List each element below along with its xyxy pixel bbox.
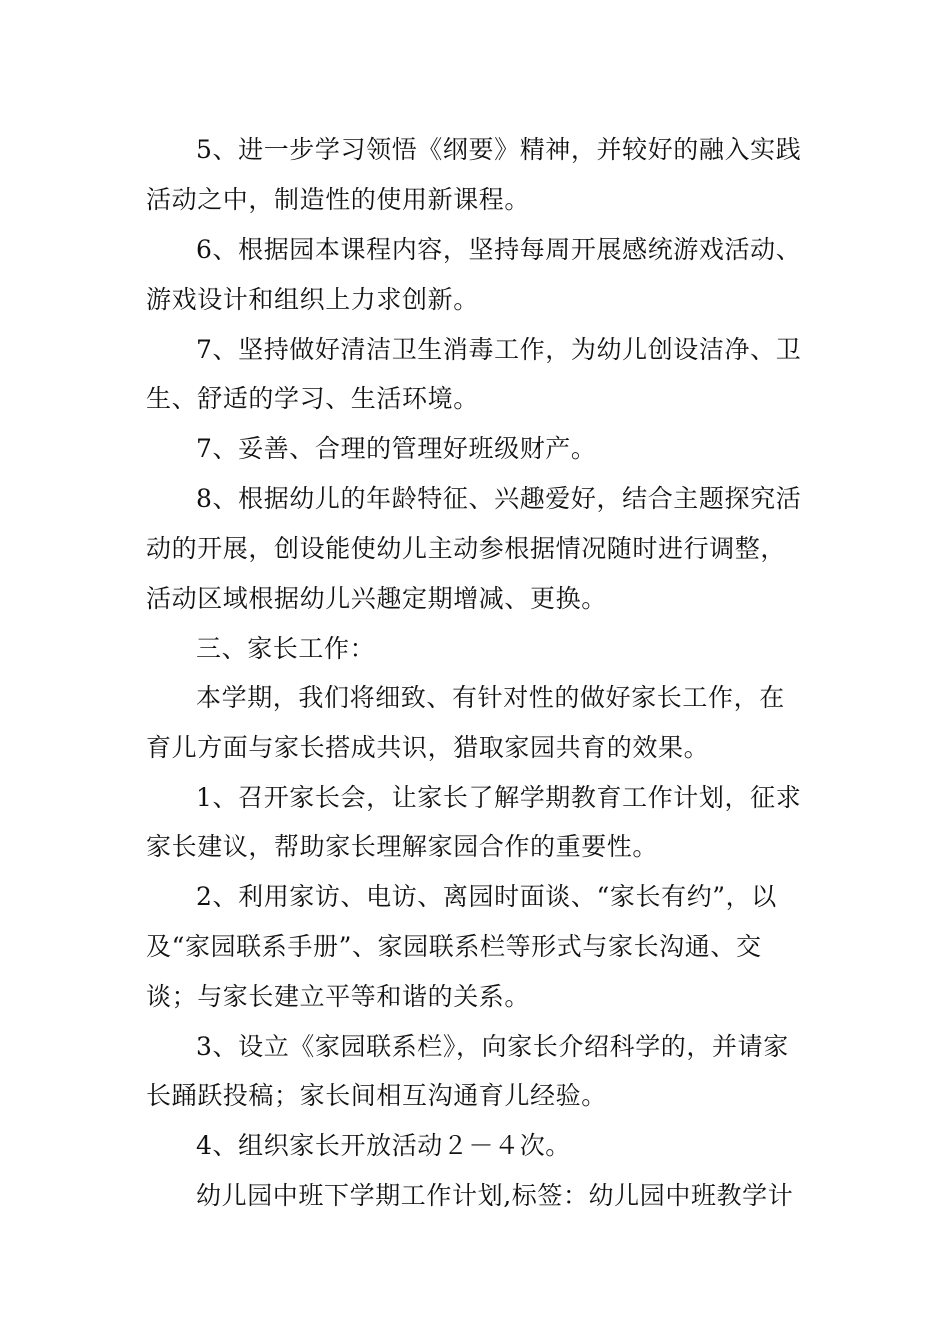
text-line: 7、妥善、合理的管理好班级财产。 — [196, 434, 597, 463]
section-heading: 三、家长工作： — [196, 634, 376, 663]
text-line: 育儿方面与家长搭成共识，猎取家园共育的效果。 — [146, 733, 710, 762]
text-line: 生、舒适的学习、生活环境。 — [146, 384, 479, 413]
text-line: 活动区域根据幼儿兴趣定期增减、更换。 — [146, 584, 607, 613]
text-line: 8、根据幼儿的年龄特征、兴趣爱好，结合主题探究活 — [196, 484, 802, 513]
text-line: 长踊跃投稿；家长间相互沟通育儿经验。 — [146, 1081, 607, 1110]
text-line: 活动之中，制造性的使用新课程。 — [146, 185, 531, 214]
text-line: 游戏设计和组织上力求创新。 — [146, 285, 479, 314]
text-line: 谈；与家长建立平等和谐的关系。 — [146, 982, 531, 1011]
text-line: 本学期，我们将细致、有针对性的做好家长工作，在 — [196, 683, 785, 712]
text-line: 幼儿园中班下学期工作计划,标签：幼儿园中班教学计 — [196, 1181, 794, 1210]
text-line: 动的开展，创设能使幼儿主动参根据情况随时进行调整， — [146, 534, 787, 563]
text-line: 家长建议，帮助家长理解家园合作的重要性。 — [146, 832, 659, 861]
text-line: 4、组织家长开放活动２－４次。 — [196, 1131, 571, 1160]
text-line: 及“家园联系手册”、家园联系栏等形式与家长沟通、交 — [146, 932, 762, 961]
text-line: 7、坚持做好清洁卫生消毒工作，为幼儿创设洁净、卫 — [196, 335, 802, 364]
text-line: 6、根据园本课程内容，坚持每周开展感统游戏活动、 — [196, 235, 802, 264]
text-line: 1、召开家长会，让家长了解学期教育工作计划，征求 — [196, 783, 802, 812]
text-line: 2、利用家访、电访、离园时面谈、“家长有约”，以 — [196, 882, 777, 911]
text-line: 3、设立《家园联系栏》，向家长介绍科学的，并请家 — [196, 1032, 789, 1061]
text-line: 5、进一步学习领悟《纲要》精神，并较好的融入实践 — [196, 135, 802, 164]
